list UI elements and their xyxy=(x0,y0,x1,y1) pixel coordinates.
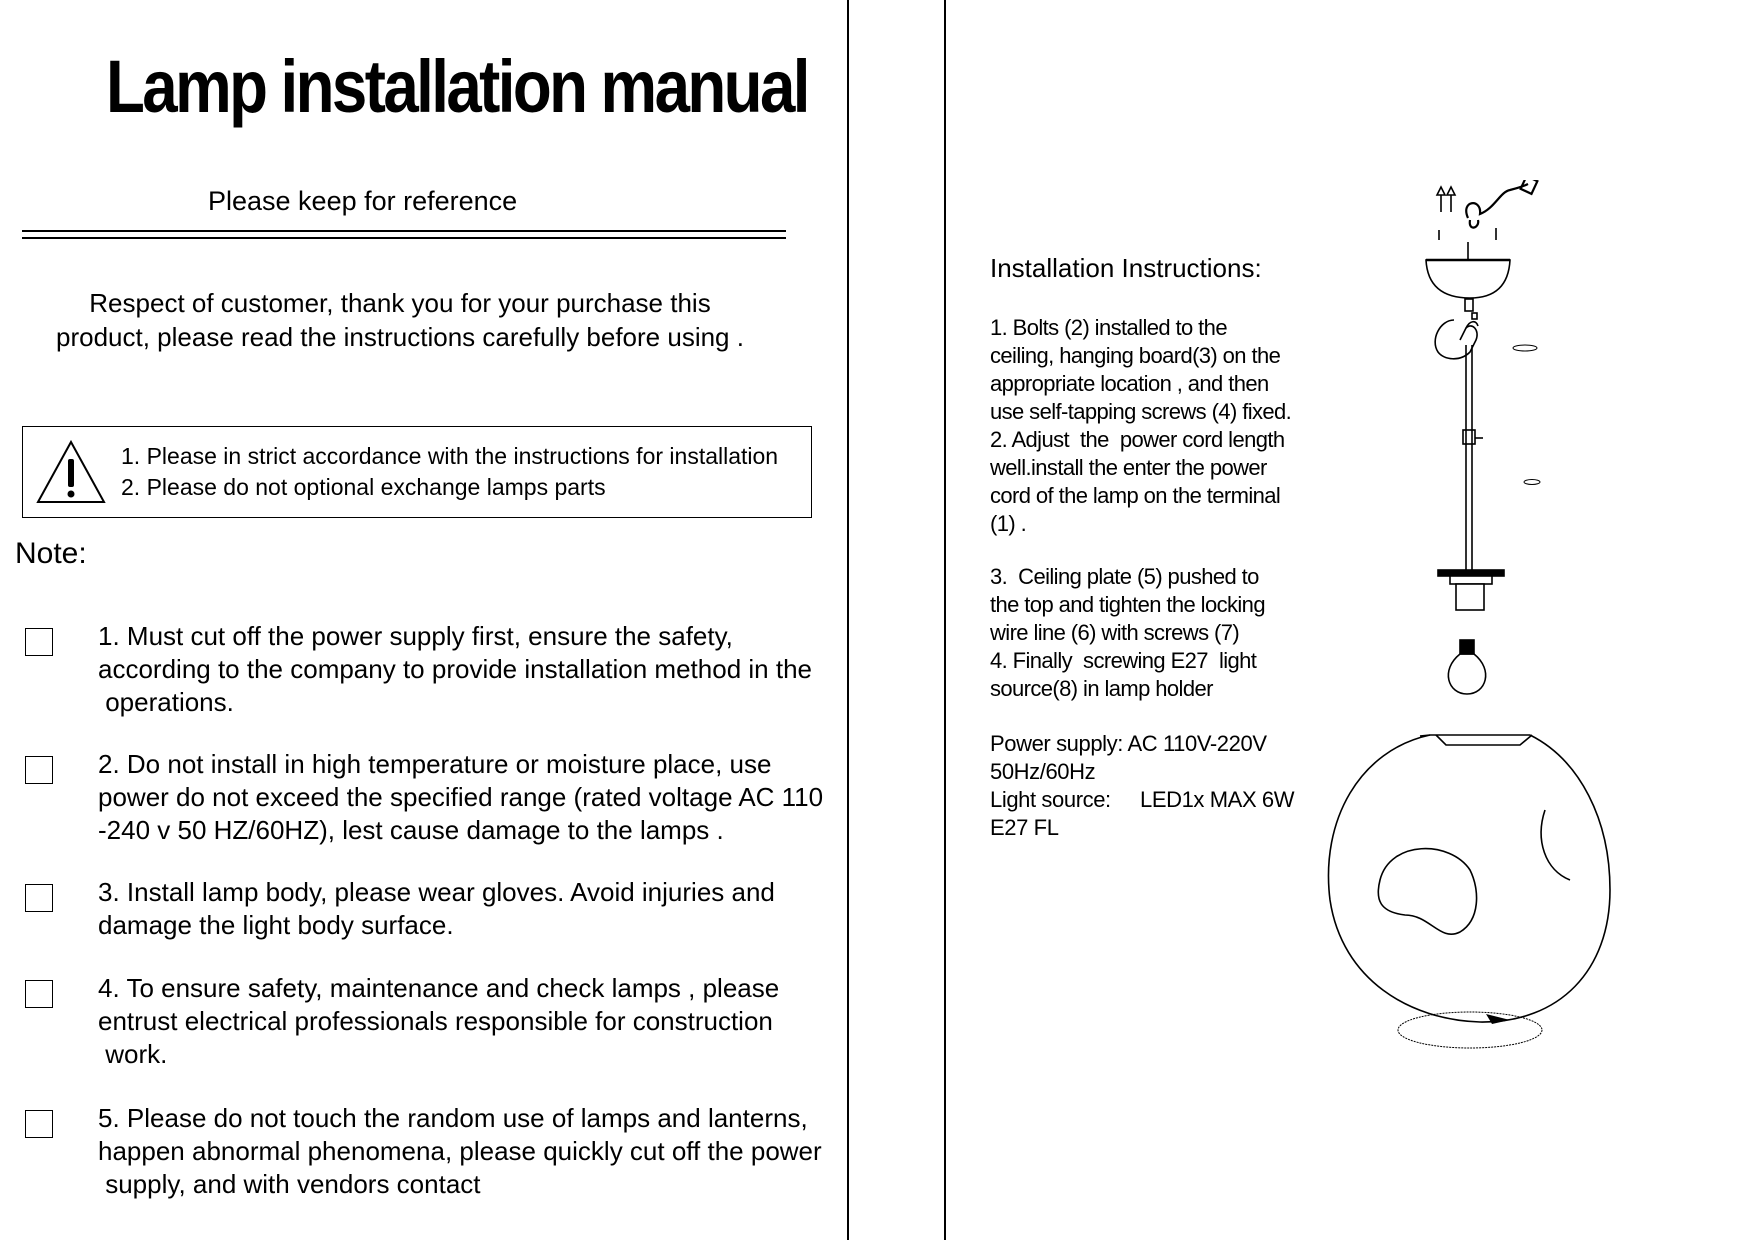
note-line: work. xyxy=(98,1039,168,1069)
note-line: happen abnormal phenomena, please quickly cut off the power xyxy=(98,1136,822,1166)
note-checkbox[interactable] xyxy=(25,628,53,656)
note-checkbox[interactable] xyxy=(25,1110,53,1138)
instruction-line: 3. Ceiling plate (5) pushed to xyxy=(990,564,1259,589)
divider-bottom xyxy=(22,237,786,239)
note-line: 5. Please do not touch the random use of lamps and lanterns, xyxy=(98,1103,808,1133)
divider-top xyxy=(22,230,786,232)
spec-light-source-value: LED1x MAX 6W xyxy=(1140,787,1295,812)
warning-line: 1. Please in strict accordance with the instructions for installation xyxy=(121,443,779,469)
spec-bulb: E27 FL xyxy=(990,815,1059,840)
installation-steps-3-4 xyxy=(990,563,1335,703)
warning-triangle-icon xyxy=(35,439,107,505)
note-text xyxy=(98,620,858,719)
spec-light-source-label: Light source: xyxy=(990,787,1111,812)
instruction-line: cord of the lamp on the terminal xyxy=(990,483,1281,508)
note-text xyxy=(98,876,858,942)
page-subtitle: Please keep for reference xyxy=(208,186,518,216)
rotation-arrow-icon xyxy=(1398,345,1542,1048)
ceiling-plate-icon xyxy=(1426,242,1510,311)
instruction-line: 1. Bolts (2) installed to the xyxy=(990,315,1227,340)
note-text xyxy=(98,1102,858,1201)
instruction-line: (1) . xyxy=(990,511,1027,536)
stem-icon xyxy=(1463,345,1483,540)
instruction-line: the top and tighten the locking xyxy=(990,592,1265,617)
note-checkbox[interactable] xyxy=(25,980,53,1008)
instruction-line: source(8) in lamp holder xyxy=(990,676,1213,701)
note-line: 1. Must cut off the power supply first, ensure the safety, xyxy=(98,621,733,651)
glass-shade-icon xyxy=(1328,735,1610,1022)
instruction-line: well.install the enter the power xyxy=(990,455,1267,480)
warning-text xyxy=(121,441,778,503)
note-text xyxy=(98,748,858,847)
spec-power-supply: Power supply: AC 110V-220V xyxy=(990,731,1267,756)
note-line: supply, and with vendors contact xyxy=(98,1169,481,1199)
instruction-line: 2. Adjust the power cord length xyxy=(990,427,1285,452)
note-label: Note: xyxy=(15,537,87,570)
instruction-line: ceiling, hanging board(3) on the xyxy=(990,343,1281,368)
note-line: operations. xyxy=(98,687,234,717)
note-checkbox[interactable] xyxy=(25,884,53,912)
lamp-holder-icon xyxy=(1438,540,1504,610)
intro-paragraph xyxy=(30,286,770,354)
instruction-line: 4. Finally screwing E27 light xyxy=(990,648,1257,673)
warning-box xyxy=(22,426,812,518)
lamp-installation-diagram xyxy=(1320,180,1640,1080)
note-checkbox[interactable] xyxy=(25,756,53,784)
installation-heading: Installation Instructions: xyxy=(990,253,1262,283)
spec-frequency: 50Hz/60Hz xyxy=(990,759,1096,784)
note-line: -240 v 50 HZ/60HZ), lest cause damage to the lamps . xyxy=(98,815,724,845)
note-line: according to the company to provide installation method in the xyxy=(98,654,812,684)
fold-line-left xyxy=(847,0,849,1240)
note-text xyxy=(98,972,858,1071)
intro-line: Respect of customer, thank you for your purchase this xyxy=(89,288,711,318)
page-title: Lamp installation manual xyxy=(106,45,808,128)
instruction-line: appropriate location , and then xyxy=(990,371,1269,396)
note-line: 3. Install lamp body, please wear gloves. Avoid injuries and xyxy=(98,877,775,907)
note-line: power do not exceed the specified range (rated voltage AC 110 xyxy=(98,782,824,812)
instruction-line: use self-tapping screws (4) fixed. xyxy=(990,399,1292,424)
installation-steps-1-2 xyxy=(990,314,1335,538)
note-line: damage the light body surface. xyxy=(98,910,454,940)
note-line: 4. To ensure safety, maintenance and check lamps , please xyxy=(98,973,780,1003)
intro-line: product, please read the instructions carefully before using . xyxy=(56,322,744,352)
instruction-line: wire line (6) with screws (7) xyxy=(990,620,1240,645)
light-bulb-icon xyxy=(1448,640,1485,694)
note-line: 2. Do not install in high temperature or moisture place, use xyxy=(98,749,772,779)
warning-line: 2. Please do not optional exchange lamps parts xyxy=(121,474,606,500)
note-line: entrust electrical professionals responsible for construction xyxy=(98,1006,773,1036)
power-cord-terminal-icon xyxy=(1466,180,1537,228)
fold-line-right xyxy=(944,0,946,1240)
